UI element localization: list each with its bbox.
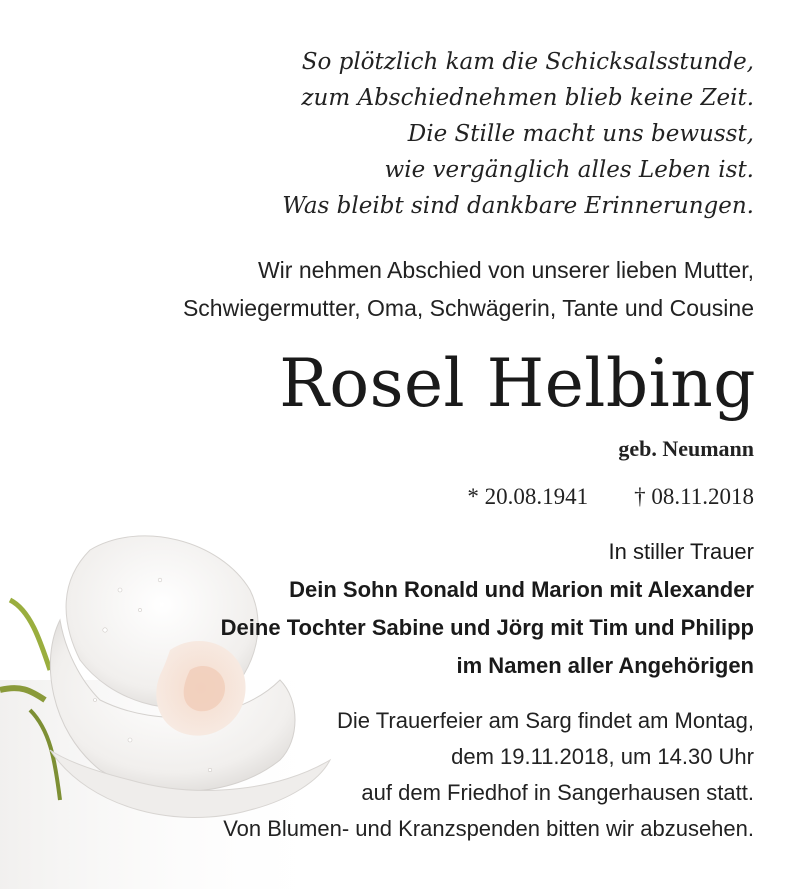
poem-line: zum Abschiednehmen blieb keine Zeit. xyxy=(301,85,754,111)
birth-date: * 20.08.1941 xyxy=(467,484,589,509)
service-line: dem 19.11.2018, um 14.30 Uhr xyxy=(451,744,754,769)
poem-line: Was bleibt sind dankbare Erinnerungen. xyxy=(282,193,754,219)
intro-line: Wir nehmen Abschied von unserer lieben Mutter, xyxy=(257,257,754,283)
deceased-name: Rosel Helbing xyxy=(279,345,756,422)
farewell-intro xyxy=(183,251,754,327)
death-date: † 08.11.2018 xyxy=(634,484,754,509)
poem-verse xyxy=(282,44,754,224)
service-line: Die Trauerfeier am Sarg findet am Montag, xyxy=(337,708,754,733)
mourner-line: im Namen aller Angehörigen xyxy=(456,653,754,678)
poem-line: wie vergänglich alles Leben ist. xyxy=(384,157,754,183)
mourner-line: Deine Tochter Sabine und Jörg mit Tim und Philipp xyxy=(220,615,754,640)
service-line: Von Blumen- und Kranzspenden bitten wir abzusehen. xyxy=(223,816,754,841)
mourning-lead: In stiller Trauer xyxy=(608,539,754,564)
mourner-line: Dein Sohn Ronald und Marion mit Alexander xyxy=(289,577,754,602)
service-line: auf dem Friedhof in Sangerhausen statt. xyxy=(361,780,754,805)
funeral-service-info xyxy=(223,703,754,847)
maiden-name: geb. Neumann xyxy=(618,436,754,461)
mourners-block xyxy=(221,533,754,685)
poem-line: So plötzlich kam die Schicksalsstunde, xyxy=(301,49,754,75)
life-dates xyxy=(467,481,754,513)
poem-line: Die Stille macht uns bewusst, xyxy=(407,121,754,147)
intro-line: Schwiegermutter, Oma, Schwägerin, Tante und Cousine xyxy=(182,295,754,321)
